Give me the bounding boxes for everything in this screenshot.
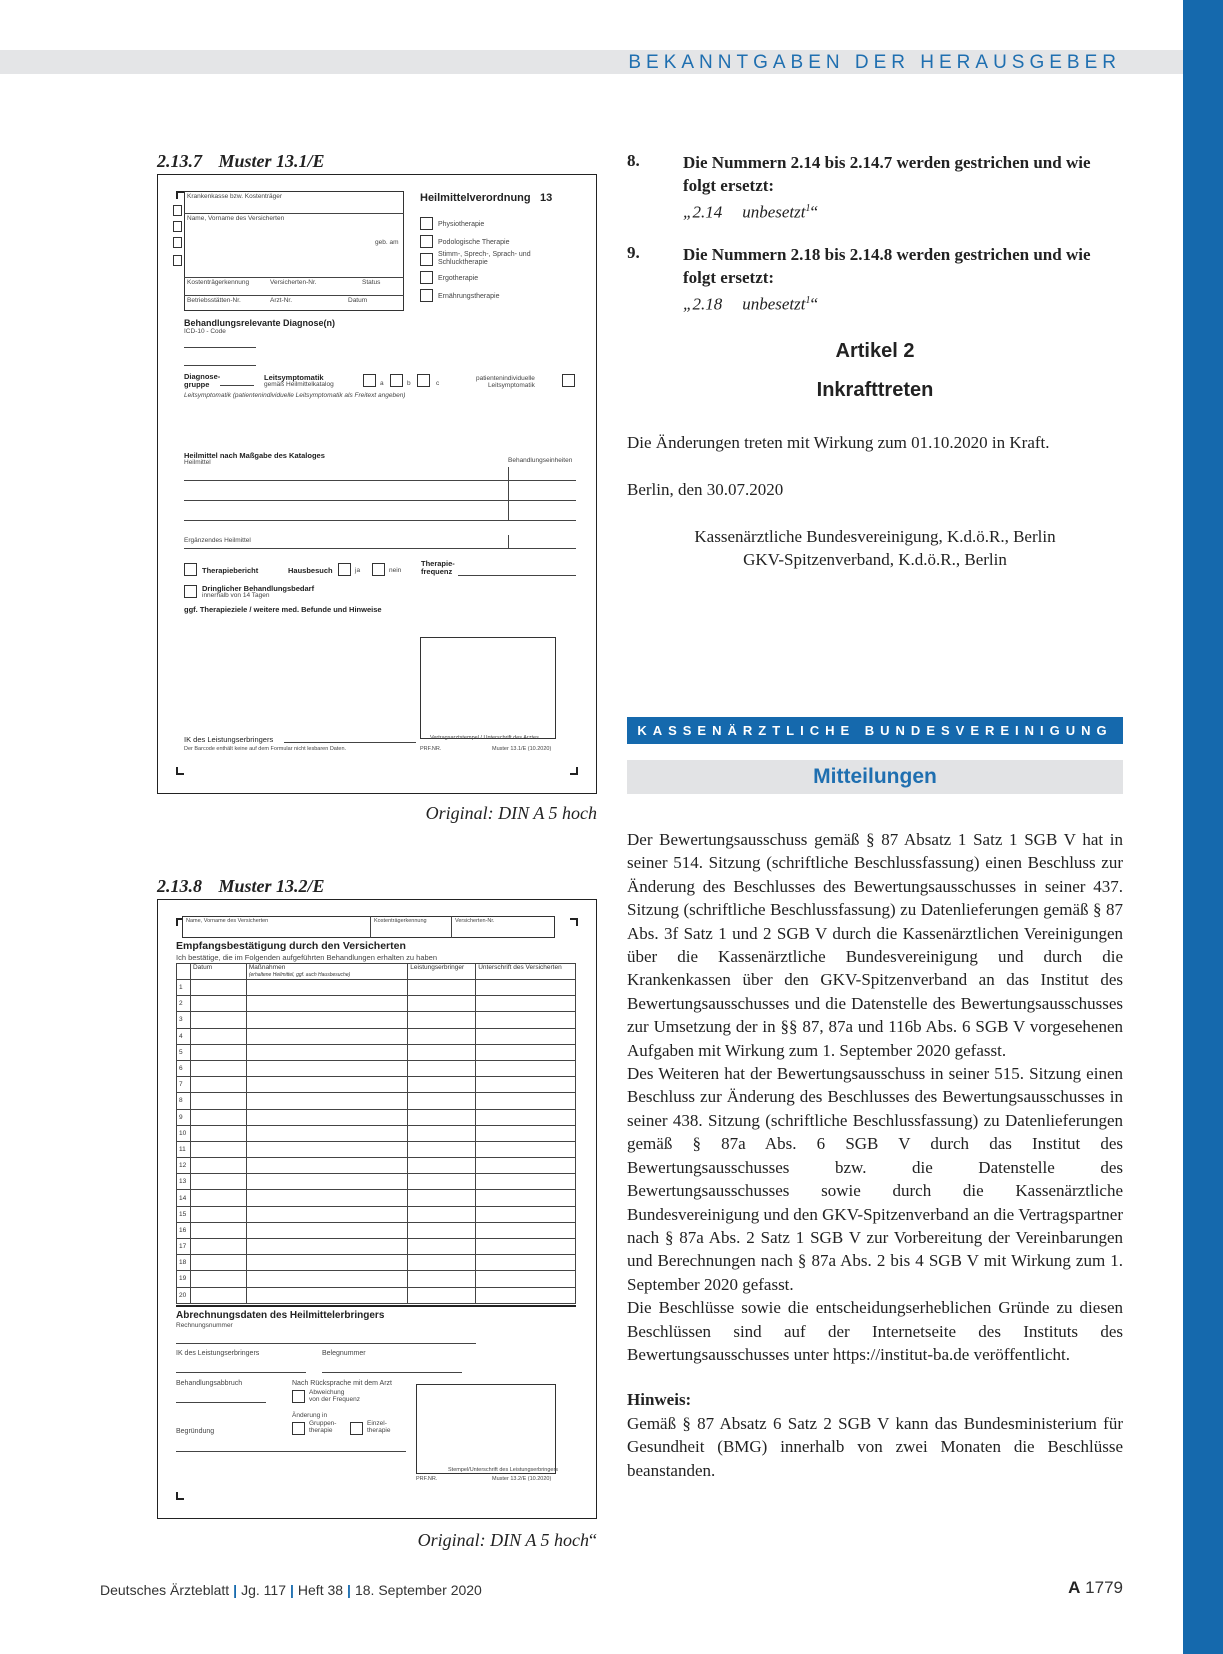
checkbox-hausbesuch-ja[interactable] bbox=[338, 563, 351, 576]
corner-mark bbox=[570, 918, 578, 926]
section-heading: Abrechnungsdaten des Heilmittelerbringers bbox=[176, 1310, 385, 1321]
field-label: Arzt-Nr. bbox=[270, 297, 293, 304]
article-subheading: Inkrafttreten bbox=[816, 379, 934, 401]
table-row bbox=[177, 1125, 576, 1141]
table-header: Leistungserbringer bbox=[408, 964, 476, 980]
field-label: Behandlungsabbruch bbox=[176, 1380, 243, 1387]
table-row bbox=[177, 1109, 576, 1125]
figure-number: 2.13.7 bbox=[157, 151, 202, 171]
checkbox-abweichung[interactable] bbox=[292, 1390, 305, 1403]
table-cell bbox=[246, 1287, 407, 1303]
checkbox-podologie[interactable] bbox=[420, 235, 433, 248]
form-title: Heilmittelverordnung bbox=[420, 192, 531, 204]
table-cell bbox=[476, 1158, 576, 1174]
side-box bbox=[173, 221, 182, 232]
checkbox-c[interactable] bbox=[417, 374, 430, 387]
row-number: 18 bbox=[177, 1255, 191, 1271]
table-cell bbox=[190, 1158, 246, 1174]
row-number: 15 bbox=[177, 1206, 191, 1222]
checkbox-gruppentherapie[interactable] bbox=[292, 1422, 305, 1435]
field-label: Behandlungseinheiten bbox=[508, 457, 573, 464]
field-label: Versicherten-Nr. bbox=[455, 918, 495, 924]
row-number: 4 bbox=[177, 1028, 191, 1044]
table-cell bbox=[476, 1222, 576, 1238]
table-cell bbox=[408, 1255, 476, 1271]
table-cell bbox=[476, 1287, 576, 1303]
field-label: Änderung in bbox=[292, 1412, 328, 1419]
section-heading: Heilmittel nach Maßgabe des Kataloges bbox=[184, 451, 325, 460]
corner-mark bbox=[176, 191, 184, 199]
checkbox-dringlich[interactable] bbox=[184, 585, 197, 598]
table-cell bbox=[476, 1077, 576, 1093]
quote-number: „2.18 bbox=[683, 294, 723, 314]
table-header bbox=[177, 964, 191, 980]
checkbox-ernaehrungstherapie[interactable] bbox=[420, 289, 433, 302]
quote-word: unbesetzt bbox=[742, 202, 806, 222]
field-label: Versicherten-Nr. bbox=[270, 279, 317, 286]
table-cell bbox=[246, 1028, 407, 1044]
table-row bbox=[177, 1287, 576, 1303]
option-label: a bbox=[380, 380, 384, 387]
list-item-9 bbox=[627, 243, 1123, 316]
volume: Jg. 117 bbox=[241, 1582, 286, 1598]
checkbox-b[interactable] bbox=[390, 374, 403, 387]
figure-title: Muster 13.2/E bbox=[218, 876, 325, 896]
table-cell bbox=[476, 1206, 576, 1222]
checkbox-ergotherapie[interactable] bbox=[420, 271, 433, 284]
row-number: 8 bbox=[177, 1093, 191, 1109]
row-number: 14 bbox=[177, 1190, 191, 1206]
field-label: Datum bbox=[348, 297, 368, 304]
checkbox-a[interactable] bbox=[363, 374, 376, 387]
checkbox-patientenindividuell[interactable] bbox=[562, 374, 575, 387]
table-row bbox=[177, 1060, 576, 1076]
item-text: Die Nummern 2.18 bis 2.14.8 werden gestrichen und wie folgt ersetzt: bbox=[683, 245, 1091, 287]
table-cell bbox=[476, 996, 576, 1012]
hint-text: Gemäß § 87 Absatz 6 Satz 2 SGB V kann das Bundesministerium für Gesundheit (BMG) innerhalb von zwei Monaten die Beschlüsse beanstanden. bbox=[627, 1413, 1123, 1480]
table-row bbox=[177, 1190, 576, 1206]
table-header: Datum bbox=[190, 964, 246, 980]
field-label: gemäß Heilmittelkatalog bbox=[264, 381, 334, 388]
table-cell bbox=[408, 1222, 476, 1238]
field-label: Nach Rücksprache mit dem Arzt bbox=[292, 1380, 392, 1387]
field-label: Ergänzendes Heilmittel bbox=[184, 537, 251, 544]
field-label: Muster 13.2/E (10.2020) bbox=[492, 1476, 552, 1482]
table-cell bbox=[190, 1060, 246, 1076]
checkbox-einzeltherapie[interactable] bbox=[350, 1422, 363, 1435]
table-cell bbox=[190, 1077, 246, 1093]
form-subtitle: Ich bestätige, die im Folgenden aufgeführten Behandlungen erhalten zu haben bbox=[176, 953, 438, 962]
table-cell bbox=[190, 1174, 246, 1190]
table-cell bbox=[246, 1125, 407, 1141]
corner-mark bbox=[176, 1492, 184, 1500]
footnote-mark: 1 bbox=[805, 203, 811, 214]
closing-quote: “ bbox=[589, 1530, 597, 1550]
field-label: Name, Vorname des Versicherten bbox=[187, 215, 285, 222]
table-cell bbox=[408, 1125, 476, 1141]
corner-mark bbox=[570, 767, 578, 775]
table-cell bbox=[190, 1141, 246, 1157]
table-cell bbox=[408, 1093, 476, 1109]
quote-word: unbesetzt bbox=[742, 294, 806, 314]
article-body bbox=[627, 828, 1123, 1482]
table-cell bbox=[476, 1271, 576, 1287]
table-cell bbox=[190, 1125, 246, 1141]
table-cell bbox=[246, 1109, 407, 1125]
field-label: Krankenkasse bzw. Kostenträger bbox=[187, 193, 283, 200]
table-cell bbox=[190, 980, 246, 996]
table-cell bbox=[408, 1109, 476, 1125]
col-subtitle: (erhaltene Heilmittel, ggf. auch Hausbesuche) bbox=[248, 972, 351, 978]
option-label: Dringlicher Behandlungsbedarf bbox=[202, 584, 315, 593]
field-label: PRF.NR. bbox=[416, 1476, 438, 1482]
option-label: Ergotherapie bbox=[438, 275, 479, 282]
row-number: 20 bbox=[177, 1287, 191, 1303]
table-cell bbox=[190, 1093, 246, 1109]
checkbox-stimmtherapie[interactable] bbox=[420, 253, 433, 266]
table-cell bbox=[246, 980, 407, 996]
table-cell bbox=[476, 1028, 576, 1044]
corner-mark bbox=[176, 767, 184, 775]
item-number: 9. bbox=[627, 243, 640, 262]
table-cell bbox=[476, 1239, 576, 1255]
paragraph: Des Weiteren hat der Bewertungsausschuss in seiner 515. Sitzung einen Beschluss zur Änderung des Beschlusses des Bewertungsausschusses in seiner 438. Sitzung (schriftliche Beschlussfassung) zu Datenlieferungen gemäß § 87a Abs. 6 SGB V durch das Institut des Bewertungsausschusses bzw. die Datenstelle des Bewertungsausschusses sowie durch die Kassenärztliche Bundesvereinigung und den GKV-Spitzenverband an die Vertragspartner nach § 87a Abs. 2 Satz 1 SGB V zur Vorbereitung der Vereinbarungen und Berechnungen nach § 87a Abs. 2 bis 4 SGB V mit Wirkung zum 1. September 2020 gefasst. bbox=[627, 1064, 1123, 1294]
table-cell bbox=[476, 1174, 576, 1190]
closing-quote: “ bbox=[810, 294, 819, 314]
row-number: 13 bbox=[177, 1174, 191, 1190]
table-cell bbox=[408, 1060, 476, 1076]
figure-caption-2 bbox=[157, 876, 325, 897]
table-cell bbox=[408, 1271, 476, 1287]
option-label: innerhalb von 14 Tagen bbox=[202, 592, 270, 599]
field-label: Stempel/Unterschrift des Leistungserbringers bbox=[448, 1467, 559, 1473]
table-cell bbox=[476, 1012, 576, 1028]
place-date: Berlin, den 30.07.2020 bbox=[627, 480, 784, 499]
form-title-number: 13 bbox=[540, 192, 553, 204]
table-cell bbox=[190, 1222, 246, 1238]
table-row bbox=[177, 1012, 576, 1028]
table-row bbox=[177, 1222, 576, 1238]
table-cell bbox=[190, 1012, 246, 1028]
field-label: Heilmittel bbox=[184, 459, 211, 466]
field-label: ICD-10 - Code bbox=[184, 328, 226, 335]
table-cell bbox=[476, 1093, 576, 1109]
table-cell bbox=[408, 1044, 476, 1060]
table-row bbox=[177, 1271, 576, 1287]
table-row bbox=[177, 980, 576, 996]
option-label: c bbox=[436, 380, 440, 387]
table-cell bbox=[190, 1206, 246, 1222]
figure-number: 2.13.8 bbox=[157, 876, 202, 896]
signatory-1: Kassenärztliche Bundesvereinigung, K.d.ö.R., Berlin bbox=[694, 527, 1056, 546]
side-box bbox=[173, 255, 182, 266]
page-value: 1779 bbox=[1085, 1578, 1123, 1597]
option-label: Ernährungstherapie bbox=[438, 293, 500, 300]
table-cell bbox=[408, 1174, 476, 1190]
field-label: Betriebsstätten-Nr. bbox=[187, 297, 241, 304]
side-box bbox=[173, 205, 182, 216]
right-edge-strip bbox=[1183, 0, 1223, 1654]
page-prefix: A bbox=[1068, 1578, 1081, 1597]
side-box bbox=[173, 237, 182, 248]
table-cell bbox=[408, 1190, 476, 1206]
signatory-2: GKV-Spitzenverband, K.d.ö.R., Berlin bbox=[743, 550, 1007, 569]
table-cell bbox=[246, 1239, 407, 1255]
field-label: Rechnungsnummer bbox=[176, 1322, 233, 1329]
table-cell bbox=[408, 980, 476, 996]
table-cell bbox=[246, 1190, 407, 1206]
option-label: ja bbox=[355, 567, 361, 574]
field-label: Muster 13.1/E (10.2020) bbox=[492, 746, 552, 752]
table-cell bbox=[246, 1093, 407, 1109]
table-cell bbox=[190, 1271, 246, 1287]
table-cell bbox=[246, 1206, 407, 1222]
table-cell bbox=[476, 1044, 576, 1060]
kbv-section-header: KASSENÄRZTLICHE BUNDESVEREINIGUNG bbox=[627, 717, 1123, 744]
item-number: 8. bbox=[627, 151, 640, 170]
field-label: Name, Vorname des Versicherten bbox=[186, 918, 269, 924]
field-label: Begründung bbox=[176, 1428, 215, 1435]
figure-title: Muster 13.1/E bbox=[218, 151, 325, 171]
stamp-box bbox=[420, 637, 556, 739]
table-row bbox=[177, 1174, 576, 1190]
row-number: 3 bbox=[177, 1012, 191, 1028]
quote-number: „2.14 bbox=[683, 202, 723, 222]
table-cell bbox=[408, 1028, 476, 1044]
table-cell bbox=[190, 1190, 246, 1206]
table-cell bbox=[408, 1287, 476, 1303]
field-label: Leitsymptomatik (patientenindividuelle Leitsymptomatik als Freitext angeben) bbox=[184, 392, 406, 399]
row-number: 6 bbox=[177, 1060, 191, 1076]
figure-caption-1 bbox=[157, 151, 325, 172]
option-label: Einzel- therapie bbox=[367, 1420, 391, 1434]
table-row bbox=[177, 1141, 576, 1157]
table-cell bbox=[246, 1222, 407, 1238]
option-label: Gruppen- therapie bbox=[309, 1420, 337, 1434]
section-heading: Behandlungsrelevante Diagnose(n) bbox=[184, 318, 336, 328]
mitteilungen-heading: Mitteilungen bbox=[627, 760, 1123, 794]
row-number: 16 bbox=[177, 1222, 191, 1238]
field-label: Diagnose- gruppe bbox=[184, 372, 221, 389]
issue-date: 18. September 2020 bbox=[354, 1582, 482, 1598]
table-cell bbox=[190, 1028, 246, 1044]
field-label: Leitsymptomatik bbox=[264, 373, 324, 382]
row-number: 17 bbox=[177, 1239, 191, 1255]
table-row bbox=[177, 1077, 576, 1093]
table-cell bbox=[246, 1077, 407, 1093]
option-label: Stimm-, Sprech-, Sprach- und Schlucktherapie bbox=[438, 251, 531, 266]
table-cell bbox=[476, 1109, 576, 1125]
table-cell bbox=[246, 1060, 407, 1076]
field-label: geb. am bbox=[375, 239, 399, 246]
treatment-table bbox=[176, 963, 576, 1304]
field-label: patientenindividuelle Leitsymptomatik bbox=[476, 375, 535, 389]
table-cell bbox=[246, 1141, 407, 1157]
table-header bbox=[246, 964, 407, 980]
table-cell bbox=[246, 1255, 407, 1271]
table-cell bbox=[476, 1255, 576, 1271]
row-number: 12 bbox=[177, 1158, 191, 1174]
table-row bbox=[177, 996, 576, 1012]
option-label: Physiotherapie bbox=[438, 221, 485, 228]
table-cell bbox=[246, 1012, 407, 1028]
option-label: b bbox=[407, 380, 411, 387]
col-title: Maßnahmen bbox=[248, 964, 286, 971]
table-cell bbox=[190, 1255, 246, 1271]
page-number bbox=[1068, 1578, 1123, 1598]
original-note-2 bbox=[157, 1530, 597, 1551]
table-cell bbox=[408, 1141, 476, 1157]
table-row bbox=[177, 1255, 576, 1271]
issue: Heft 38 bbox=[297, 1582, 344, 1598]
field-label: IK des Leistungserbringers bbox=[184, 735, 274, 744]
table-cell bbox=[190, 1239, 246, 1255]
row-number: 7 bbox=[177, 1077, 191, 1093]
hint-title: Hinweis: bbox=[627, 1390, 692, 1410]
table-row bbox=[177, 1206, 576, 1222]
field-label: Status bbox=[362, 279, 381, 286]
table-cell bbox=[476, 980, 576, 996]
footnote-mark: 1 bbox=[805, 295, 811, 306]
table-cell bbox=[408, 1158, 476, 1174]
table-cell bbox=[408, 1012, 476, 1028]
row-number: 5 bbox=[177, 1044, 191, 1060]
field-label: Kostenträgerkennung bbox=[187, 279, 250, 286]
journal-name: Deutsches Ärzteblatt bbox=[100, 1582, 230, 1598]
field-label: Belegnummer bbox=[322, 1350, 366, 1357]
table-cell bbox=[476, 1141, 576, 1157]
closing-quote: “ bbox=[810, 202, 819, 222]
paragraph: Die Beschlüsse sowie die entscheidungserheblichen Gründe zu diesen Beschlüssen sind auf der Internetseite des Instituts des Bewertungsausschusses unter https://institut-ba.de veröffentlicht. bbox=[627, 1298, 1123, 1364]
stamp-box bbox=[416, 1384, 559, 1474]
field-label: IK des Leistungserbringers bbox=[176, 1350, 260, 1357]
item-quote bbox=[683, 289, 1123, 316]
field-label: Vertragsarztstempel / Unterschrift des Arztes bbox=[430, 735, 539, 741]
row-number: 1 bbox=[177, 980, 191, 996]
list-item-8 bbox=[627, 151, 1123, 224]
table-cell bbox=[408, 996, 476, 1012]
checkbox-physiotherapie[interactable] bbox=[420, 217, 433, 230]
table-row bbox=[177, 1239, 576, 1255]
table-cell bbox=[190, 1109, 246, 1125]
table-cell bbox=[246, 1158, 407, 1174]
table-cell bbox=[476, 1190, 576, 1206]
table-cell bbox=[246, 1271, 407, 1287]
row-number: 11 bbox=[177, 1141, 191, 1157]
section-heading: ggf. Therapieziele / weitere med. Befunde und Hinweise bbox=[184, 605, 382, 614]
row-number: 2 bbox=[177, 996, 191, 1012]
table-row bbox=[177, 1158, 576, 1174]
row-number: 9 bbox=[177, 1109, 191, 1125]
form-title: Empfangsbestätigung durch den Versicherten bbox=[176, 940, 406, 952]
row-number: 10 bbox=[177, 1125, 191, 1141]
field-label: Der Barcode enthält keine auf dem Formular nicht lesbaren Daten. bbox=[184, 746, 347, 752]
field-label: Therapie- frequenz bbox=[421, 559, 455, 576]
checkbox-hausbesuch-nein[interactable] bbox=[372, 563, 385, 576]
field-label: Kostenträgerkennung bbox=[374, 918, 427, 924]
table-cell bbox=[408, 1206, 476, 1222]
table-cell bbox=[190, 1287, 246, 1303]
field-label: PRF.NR. bbox=[420, 746, 442, 752]
row-number: 19 bbox=[177, 1271, 191, 1287]
original-note-1: Original: DIN A 5 hoch bbox=[425, 803, 597, 823]
article-heading: Artikel 2 bbox=[835, 340, 915, 362]
header-bar bbox=[0, 50, 1183, 74]
item-quote bbox=[683, 197, 1123, 224]
option-label: Podologische Therapie bbox=[438, 239, 510, 246]
table-header: Unterschrift des Versicherten bbox=[476, 964, 576, 980]
effective-date-text: Die Änderungen treten mit Wirkung zum 01.10.2020 in Kraft. bbox=[627, 433, 1050, 452]
table-cell bbox=[408, 1239, 476, 1255]
table-row bbox=[177, 1093, 576, 1109]
section-title: BEKANNTGABEN DER HERAUSGEBER bbox=[628, 52, 1121, 73]
table-cell bbox=[476, 1060, 576, 1076]
option-label: nein bbox=[389, 567, 402, 574]
original-note-text: Original: DIN A 5 hoch bbox=[417, 1530, 589, 1550]
table-row bbox=[177, 1028, 576, 1044]
footer: Deutsches Ärzteblatt | Jg. 117 | Heft 38 | 18. September 2020 bbox=[100, 1582, 482, 1598]
table-cell bbox=[190, 1044, 246, 1060]
table-cell bbox=[408, 1077, 476, 1093]
table-cell bbox=[246, 1044, 407, 1060]
checkbox-therapiebericht[interactable] bbox=[184, 563, 197, 576]
option-label: Abweichung von der Frequenz bbox=[309, 1389, 360, 1403]
table-row bbox=[177, 1044, 576, 1060]
table-cell bbox=[246, 1174, 407, 1190]
paragraph: Der Bewertungsausschuss gemäß § 87 Absatz 1 Satz 1 SGB V hat in seiner 514. Sitzung (schriftliche Beschlussfassung) einen Beschluss zur Änderung des Beschlusses des Bewertungsausschusses in seiner 437. Sitzung (schriftliche Beschlussfassung) zu Datenlieferungen gemäß § 87 Abs. 3f Satz 1 und 2 SGB V durch die Kassenärztlichen Vereinigungen über die Kassenärztliche Bundesvereinigung und durch die Krankenkassen über den GKV-Spitzenverband an das Institut des Bewertungsausschusses und die Datenstelle des Bewertungsausschusses zur Umsetzung der in §§ 87, 87a und 116b Abs. 6 SGB V vorgesehenen Aufgaben mit Wirkung zum 1. September 2020 gefasst. bbox=[627, 830, 1123, 1060]
table-cell bbox=[190, 996, 246, 1012]
form-muster-13-1 bbox=[157, 174, 597, 794]
option-label: Hausbesuch bbox=[288, 566, 333, 575]
item-text: Die Nummern 2.14 bis 2.14.7 werden gestrichen und wie folgt ersetzt: bbox=[683, 153, 1091, 195]
option-label: Therapiebericht bbox=[202, 566, 259, 575]
insured-data-box bbox=[184, 191, 404, 311]
table-cell bbox=[246, 996, 407, 1012]
table-cell bbox=[476, 1125, 576, 1141]
form-muster-13-2 bbox=[157, 899, 597, 1519]
